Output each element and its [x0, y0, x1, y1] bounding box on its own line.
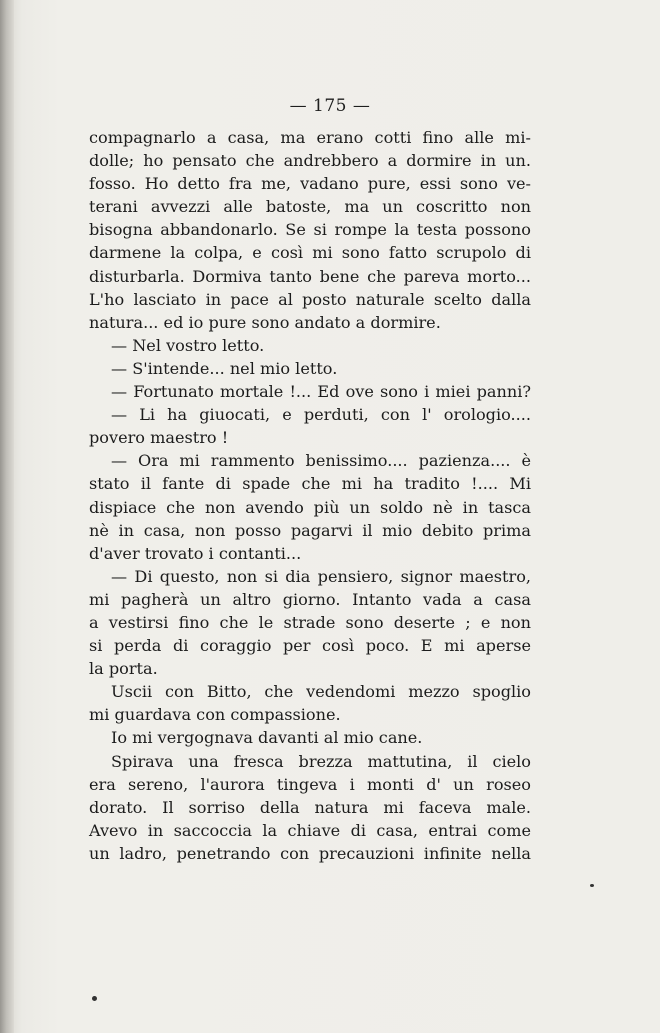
text-line: dolle; ho pensato che andrebbero a dormire in un. [89, 151, 531, 171]
ink-speck [92, 996, 97, 1001]
text-line: Avevo in saccoccia la chiave di casa, entrai come [89, 820, 531, 840]
text-line: — Fortunato mortale !... Ed ove sono i miei panni? [111, 382, 531, 402]
text-line: era sereno, l'aurora tingeva i monti d' un roseo [89, 774, 531, 794]
text-line: darmene la colpa, e così mi sono fatto scrupolo di [89, 243, 531, 263]
text-line: dorato. Il sorriso della natura mi faceva male. [89, 797, 531, 817]
text-line: Uscii con Bitto, che vedendomi mezzo spoglio [111, 682, 531, 702]
text-line: L'ho lasciato in pace al posto naturale scelto dalla [89, 289, 531, 309]
text-line: — Li ha giuocati, e perduti, con l' orologio.... [111, 405, 531, 425]
text-line: disturbarla. Dormiva tanto bene che pareva morto... [89, 266, 531, 286]
ink-speck [590, 884, 594, 887]
text-line: si perda di coraggio per così poco. E mi aperse [89, 636, 531, 656]
text-line: — Di questo, non si dia pensiero, signor maestro, [111, 566, 531, 586]
text-line: nè in casa, non posso pagarvi il mio debito prima [89, 520, 531, 540]
text-line: un ladro, penetrando con precauzioni infinite nella [89, 843, 531, 863]
text-line: Spirava una fresca brezza mattutina, il cielo [111, 751, 531, 771]
text-line: a vestirsi fino che le strade sono deserte ; e non [89, 612, 531, 632]
text-line: terani avvezzi alle batoste, ma un coscritto non [89, 197, 531, 217]
text-line: povero maestro ! [89, 428, 229, 448]
text-line: fosso. Ho detto fra me, vadano pure, essi sono ve- [89, 174, 531, 194]
text-line: bisogna abbandonarlo. Se si rompe la testa possono [89, 220, 531, 240]
text-line: compagnarlo a casa, ma erano cotti fino alle mi- [89, 128, 531, 147]
text-line: stato il fante di spade che mi ha tradito !.... Mi [89, 474, 531, 494]
text-line: — Nel vostro letto. [111, 335, 265, 355]
text-line: — S'intende... nel mio letto. [111, 358, 338, 378]
text-line: — Ora mi rammento benissimo.... pazienza.... è [111, 451, 531, 471]
text-line: natura... ed io pure sono andato a dormire. [89, 312, 441, 332]
text-line: la porta. [89, 659, 158, 679]
text-line: Io mi vergognava davanti al mio cane. [111, 728, 423, 748]
text-line: d'aver trovato i contanti... [89, 543, 302, 563]
page-spine-shadow [0, 0, 14, 1033]
body-text [89, 126, 531, 865]
text-line: mi pagherà un altro giorno. Intanto vada a casa [89, 589, 531, 609]
text-line: dispiace che non avendo più un soldo nè in tasca [89, 497, 531, 517]
page-number: — 175 — [289, 96, 371, 116]
text-line: mi guardava con compassione. [89, 705, 341, 725]
